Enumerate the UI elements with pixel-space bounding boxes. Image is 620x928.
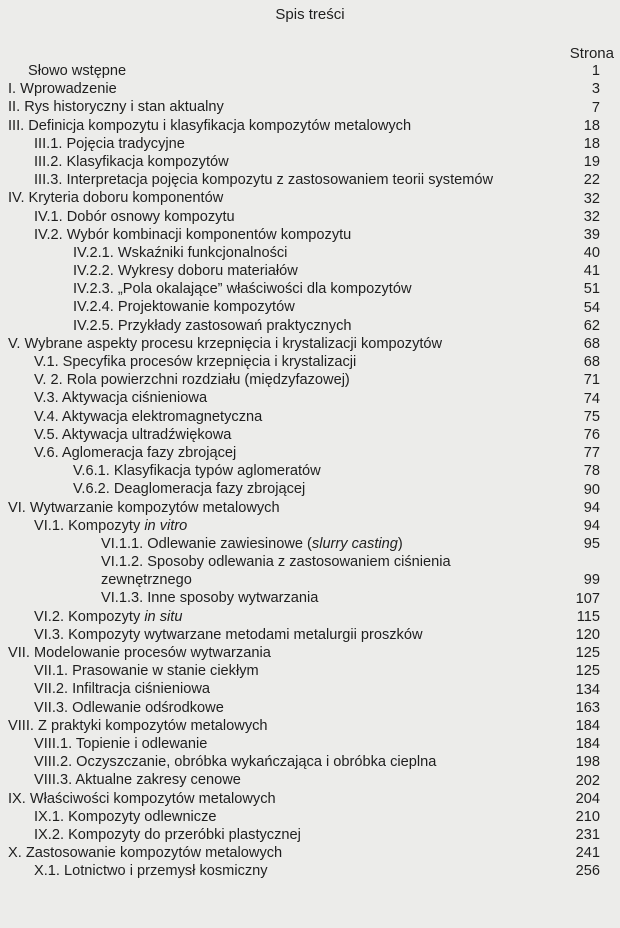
page-title: Spis treści [275, 6, 345, 23]
toc-entry-label: V.6.1. Klasyfikacja typów aglomeratów [73, 463, 321, 480]
toc-entry-page-number: 90 [583, 481, 600, 498]
toc-entry-page-number: 75 [583, 408, 600, 425]
toc-entry-label: X.1. Lotnictwo i przemysł kosmiczny [34, 863, 268, 880]
toc-entry-label: V. Wybrane aspekty procesu krzepnięcia i krystalizacji kompozytów [8, 335, 443, 352]
toc-entry-page-number: 134 [575, 681, 600, 698]
toc-entry-page-number: 54 [583, 299, 600, 316]
toc-entry [0, 462, 620, 480]
toc-entry-page-number: 19 [583, 154, 600, 171]
toc-entry-label: VII.2. Infiltracja ciśnieniowa [34, 681, 211, 698]
toc-entry [0, 117, 620, 135]
toc-entry-label: IX. Właściwości kompozytów metalowych [8, 790, 276, 807]
toc-entry-label: IX.1. Kompozyty odlewnicze [34, 808, 217, 825]
toc-entry-label: VI.3. Kompozyty wytwarzane metodami metalurgii proszków [34, 626, 423, 643]
toc-entry-page-number: 22 [583, 172, 600, 189]
toc-entry-page-number: 202 [575, 772, 600, 789]
toc-entry-page-number: 18 [583, 135, 600, 152]
toc-entry [0, 280, 620, 298]
toc-entry-page-number: 51 [583, 281, 600, 298]
toc-entry [0, 208, 620, 226]
toc-entry [0, 135, 620, 153]
toc-entry-page-number: 210 [575, 808, 600, 825]
toc-entry [0, 262, 620, 280]
toc-entry [0, 244, 620, 262]
toc-entry-label: III.1. Pojęcia tradycyjne [34, 135, 185, 152]
toc-entry-page-number: 120 [575, 627, 600, 644]
toc-entry-label [101, 535, 461, 553]
toc-entry-label: V.3. Aktywacja ciśnieniowa [34, 390, 208, 407]
toc-entry-label: IV.2.3. „Pola okalające” właściwości dla kompozytów [73, 281, 412, 298]
toc-entry-label: V.5. Aktywacja ultradźwiękowa [34, 426, 232, 443]
toc-entry-label [34, 608, 182, 626]
toc-entry-label: IV.2.5. Przykłady zastosowań praktycznych [73, 317, 352, 334]
toc-entry-label: IV.2.4. Projektowanie kompozytów [73, 299, 295, 316]
toc-entry-label: X. Zastosowanie kompozytów metalowych [8, 845, 283, 862]
toc-entry [0, 808, 620, 826]
toc-entry-page-number: 68 [583, 354, 600, 371]
toc-entry-page-number: 95 [583, 536, 600, 553]
toc-entry-label: IV.2.2. Wykresy doboru materiałów [73, 263, 298, 280]
toc-entry [0, 662, 620, 680]
table-of-contents [0, 62, 620, 880]
toc-entry-page-number: 3 [591, 81, 600, 98]
toc-entry-label-part: VI.2. Kompozyty [34, 608, 145, 625]
toc-entry-page-number: 241 [575, 845, 600, 862]
toc-entry-page-number: 78 [583, 463, 600, 480]
toc-entry [0, 444, 620, 462]
toc-entry-label-italic: slurry casting [311, 535, 398, 552]
toc-entry-label: VII.1. Prasowanie w stanie ciekłym [34, 663, 259, 680]
toc-entry [0, 680, 620, 698]
toc-entry [0, 317, 620, 335]
toc-entry-label: III. Definicja kompozytu i klasyfikacja kompozytów metalowych [8, 117, 412, 134]
toc-entry-label: Słowo wstępne [28, 63, 127, 79]
toc-entry [0, 389, 620, 407]
toc-entry-label-italic: in vitro [144, 517, 188, 534]
toc-entry-page-number: 107 [575, 590, 600, 607]
toc-entry-page-number: 68 [583, 336, 600, 352]
toc-entry [0, 753, 620, 771]
toc-entry [0, 862, 620, 880]
toc-entry-page-number: 256 [575, 863, 600, 880]
toc-entry-page-number: 125 [575, 663, 600, 680]
toc-entry-page-number: 204 [575, 790, 600, 807]
toc-entry-page-number: 184 [575, 717, 600, 734]
toc-entry-page-number: 74 [583, 390, 600, 407]
toc-entry-label: VI.1.2. Sposoby odlewania z zastosowaniem ciśnienia zewnętrznego [101, 554, 451, 589]
toc-entry-label-part: ) [397, 535, 403, 552]
toc-entry-label-part: VI.1.1. Odlewanie zawiesinowe ( [101, 535, 312, 552]
toc-entry-page-number: 40 [583, 245, 600, 262]
toc-entry-label-part: VI.1. Kompozyty [34, 517, 145, 534]
toc-entry-label: III.2. Klasyfikacja kompozytów [34, 153, 229, 170]
toc-entry [0, 298, 620, 316]
toc-entry-page-number: 77 [583, 445, 600, 462]
toc-entry-label: III.3. Interpretacja pojęcia kompozytu z zastosowaniem teorii systemów [34, 172, 494, 189]
toc-entry-label: II. Rys historyczny i stan aktualny [8, 99, 224, 116]
toc-entry-label [34, 517, 187, 535]
toc-entry [0, 644, 620, 662]
toc-entry-page-number: 184 [575, 736, 600, 753]
toc-entry-page-number: 99 [583, 572, 600, 589]
toc-entry-label: IV.2. Wybór kombinacji komponentów kompozytu [34, 226, 352, 243]
toc-entry [0, 353, 620, 371]
toc-entry-label: VI.1.3. Inne sposoby wytwarzania [101, 590, 319, 607]
toc-entry-label: V.1. Specyfika procesów krzepnięcia i krystalizacji [34, 354, 357, 370]
toc-entry [0, 844, 620, 862]
toc-entry-page-number: 18 [583, 117, 600, 134]
toc-entry [0, 826, 620, 844]
toc-entry [0, 771, 620, 789]
toc-entry [0, 62, 620, 80]
toc-entry-label: I. Wprowadzenie [8, 81, 117, 98]
toc-entry [0, 535, 620, 553]
toc-entry [0, 517, 620, 535]
page-column-label: Strona [569, 45, 614, 62]
toc-entry [0, 80, 620, 98]
toc-entry-page-number: 231 [575, 827, 600, 844]
toc-entry-label: V.6.2. Deaglomeracja fazy zbrojącej [73, 481, 306, 498]
toc-entry [0, 98, 620, 116]
toc-entry-page-number: 39 [583, 226, 600, 243]
toc-entry-page-number: 94 [583, 499, 600, 516]
toc-entry-page-number: 41 [583, 263, 600, 280]
toc-entry [0, 426, 620, 444]
toc-entry-label: V. 2. Rola powierzchni rozdziału (międzyfazowej) [34, 372, 350, 389]
toc-entry [0, 717, 620, 735]
toc-entry-page-number: 163 [575, 699, 600, 716]
toc-entry-label: IX.2. Kompozyty do przeróbki plastycznej [34, 826, 301, 843]
toc-entry [0, 499, 620, 517]
toc-entry [0, 171, 620, 189]
toc-entry-label: IV. Kryteria doboru komponentów [8, 190, 224, 207]
toc-entry-label: V.6. Aglomeracja fazy zbrojącej [34, 444, 237, 461]
toc-entry [0, 589, 620, 607]
toc-entry-label: VI. Wytwarzanie kompozytów metalowych [8, 499, 280, 516]
toc-entry-page-number: 62 [583, 317, 600, 334]
toc-entry-page-number: 1 [591, 63, 600, 80]
toc-entry-page-number: 71 [583, 372, 600, 389]
toc-entry [0, 153, 620, 171]
toc-entry-label: IV.1. Dobór osnowy kompozytu [34, 208, 235, 225]
toc-entry [0, 371, 620, 389]
toc-entry [0, 408, 620, 426]
toc-entry-label: VII. Modelowanie procesów wytwarzania [8, 645, 271, 662]
toc-entry-label: VIII.3. Aktualne zakresy cenowe [34, 772, 241, 789]
toc-entry-label: VII.3. Odlewanie odśrodkowe [34, 699, 224, 716]
toc-entry-label: VIII.1. Topienie i odlewanie [34, 735, 208, 752]
toc-entry [0, 626, 620, 644]
toc-entry [0, 790, 620, 808]
toc-entry [0, 699, 620, 717]
toc-entry-page-number: 32 [583, 190, 600, 207]
toc-entry [0, 735, 620, 753]
toc-entry [0, 335, 620, 353]
toc-entry-label: IV.2.1. Wskaźniki funkcjonalności [73, 244, 288, 261]
toc-entry [0, 226, 620, 244]
toc-entry [0, 553, 620, 589]
toc-entry-page-number: 125 [575, 645, 600, 662]
toc-entry [0, 189, 620, 207]
toc-entry-page-number: 7 [591, 99, 600, 116]
toc-entry-page-number: 115 [576, 608, 600, 625]
toc-entry-label: VIII. Z praktyki kompozytów metalowych [8, 717, 268, 734]
toc-entry-label-italic: in situ [144, 608, 183, 625]
toc-entry [0, 608, 620, 626]
toc-entry-page-number: 198 [575, 754, 600, 771]
toc-entry-page-number: 32 [583, 208, 600, 225]
toc-entry-page-number: 76 [583, 426, 600, 443]
toc-entry-page-number: 94 [583, 517, 600, 534]
toc-entry-label: VIII.2. Oczyszczanie, obróbka wykańczająca i obróbka cieplna [34, 754, 437, 771]
toc-entry [0, 480, 620, 498]
toc-entry-label: V.4. Aktywacja elektromagnetyczna [34, 408, 263, 425]
